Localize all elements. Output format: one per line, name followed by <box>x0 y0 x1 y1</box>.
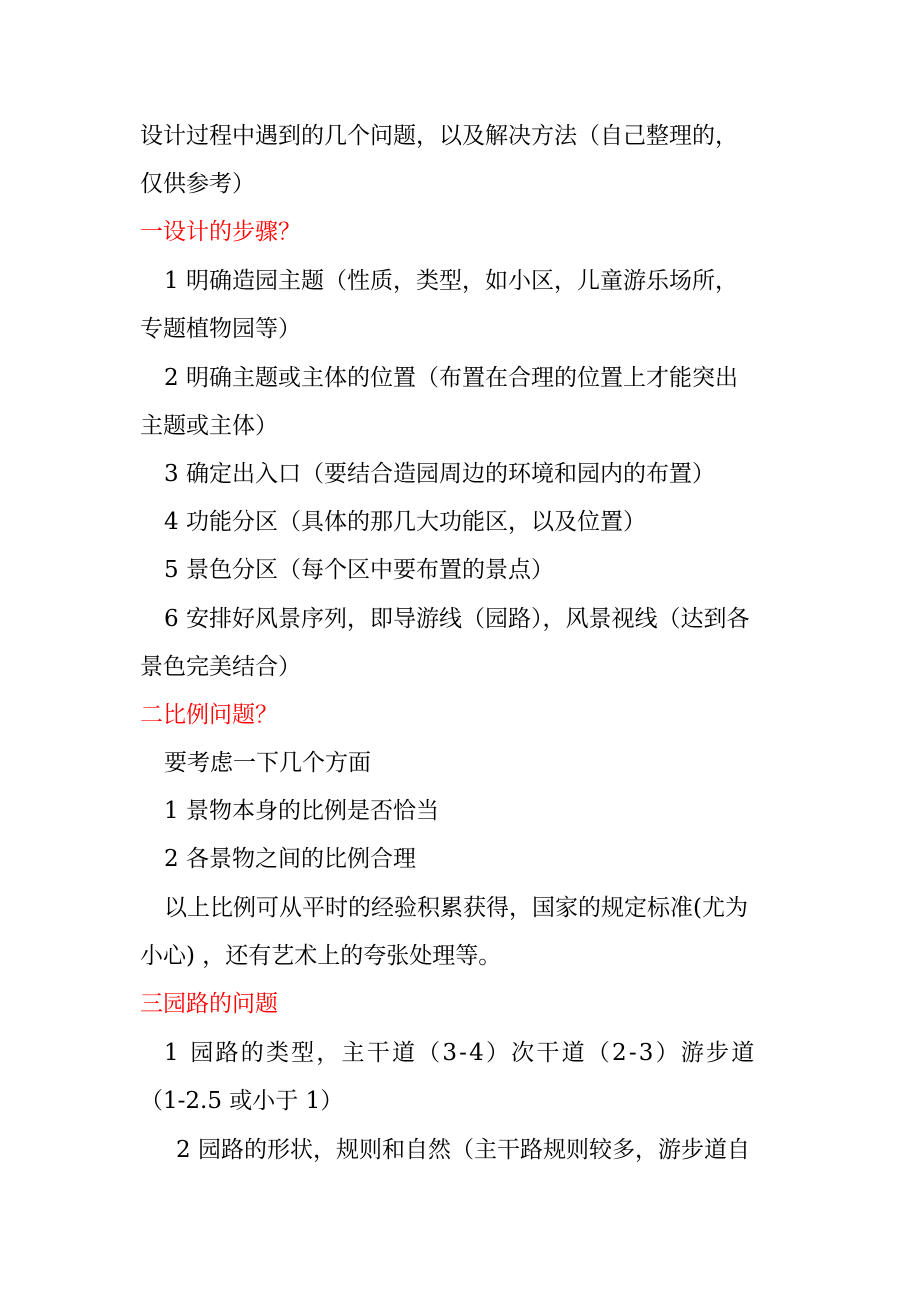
intro-line-1: 设计过程中遇到的几个问题，以及解决方法（自己整理的， <box>140 123 738 149</box>
proportion-item-2: 2 各景物之间的比例合理 <box>164 846 416 872</box>
steps-item-4: 4 功能分区（具体的那几大功能区，以及位置） <box>164 509 646 535</box>
proportion-lead: 要考虑一下几个方面 <box>164 750 371 776</box>
proportion-item-1: 1 景物本身的比例是否恰当 <box>164 798 439 824</box>
steps-item-1-line-1: 1 明确造园主题（性质，类型，如小区，儿童游乐场所， <box>164 268 738 294</box>
proportion-note-line-1: 以上比例可从平时的经验积累获得，国家的规定标准(尤为 <box>164 895 748 921</box>
steps-item-6-line-2: 景色完美结合） <box>140 654 301 680</box>
paths-item-2-line-1: 2 园路的形状，规则和自然（主干路规则较多，游步道自 <box>176 1137 750 1163</box>
section-heading-steps: 一设计的步骤？ <box>140 219 301 245</box>
steps-item-6-line-1: 6 安排好风景序列，即导游线（园路），风景视线（达到各 <box>164 606 750 632</box>
steps-item-1-line-2: 专题植物园等） <box>140 316 301 342</box>
paths-item-1-line-2: （1-2.5 或小于 1） <box>140 1088 344 1114</box>
proportion-note-line-2: 小心) ，还有艺术上的夸张处理等。 <box>140 943 502 969</box>
steps-item-2-line-2: 主题或主体） <box>140 413 278 439</box>
steps-item-5: 5 景色分区（每个区中要布置的景点） <box>164 557 554 583</box>
steps-item-3: 3 确定出入口（要结合造园周边的环境和园内的布置） <box>164 461 715 487</box>
section-heading-paths: 三园路的问题 <box>140 991 278 1017</box>
section-heading-proportion: 二比例问题？ <box>140 702 278 728</box>
intro-line-2: 仅供参考） <box>140 171 255 197</box>
steps-item-2-line-1: 2 明确主题或主体的位置（布置在合理的位置上才能突出 <box>164 365 738 391</box>
paths-item-1-line-1: 1 园路的类型，主干道（3-4）次干道（2-3）游步道 <box>164 1040 757 1066</box>
